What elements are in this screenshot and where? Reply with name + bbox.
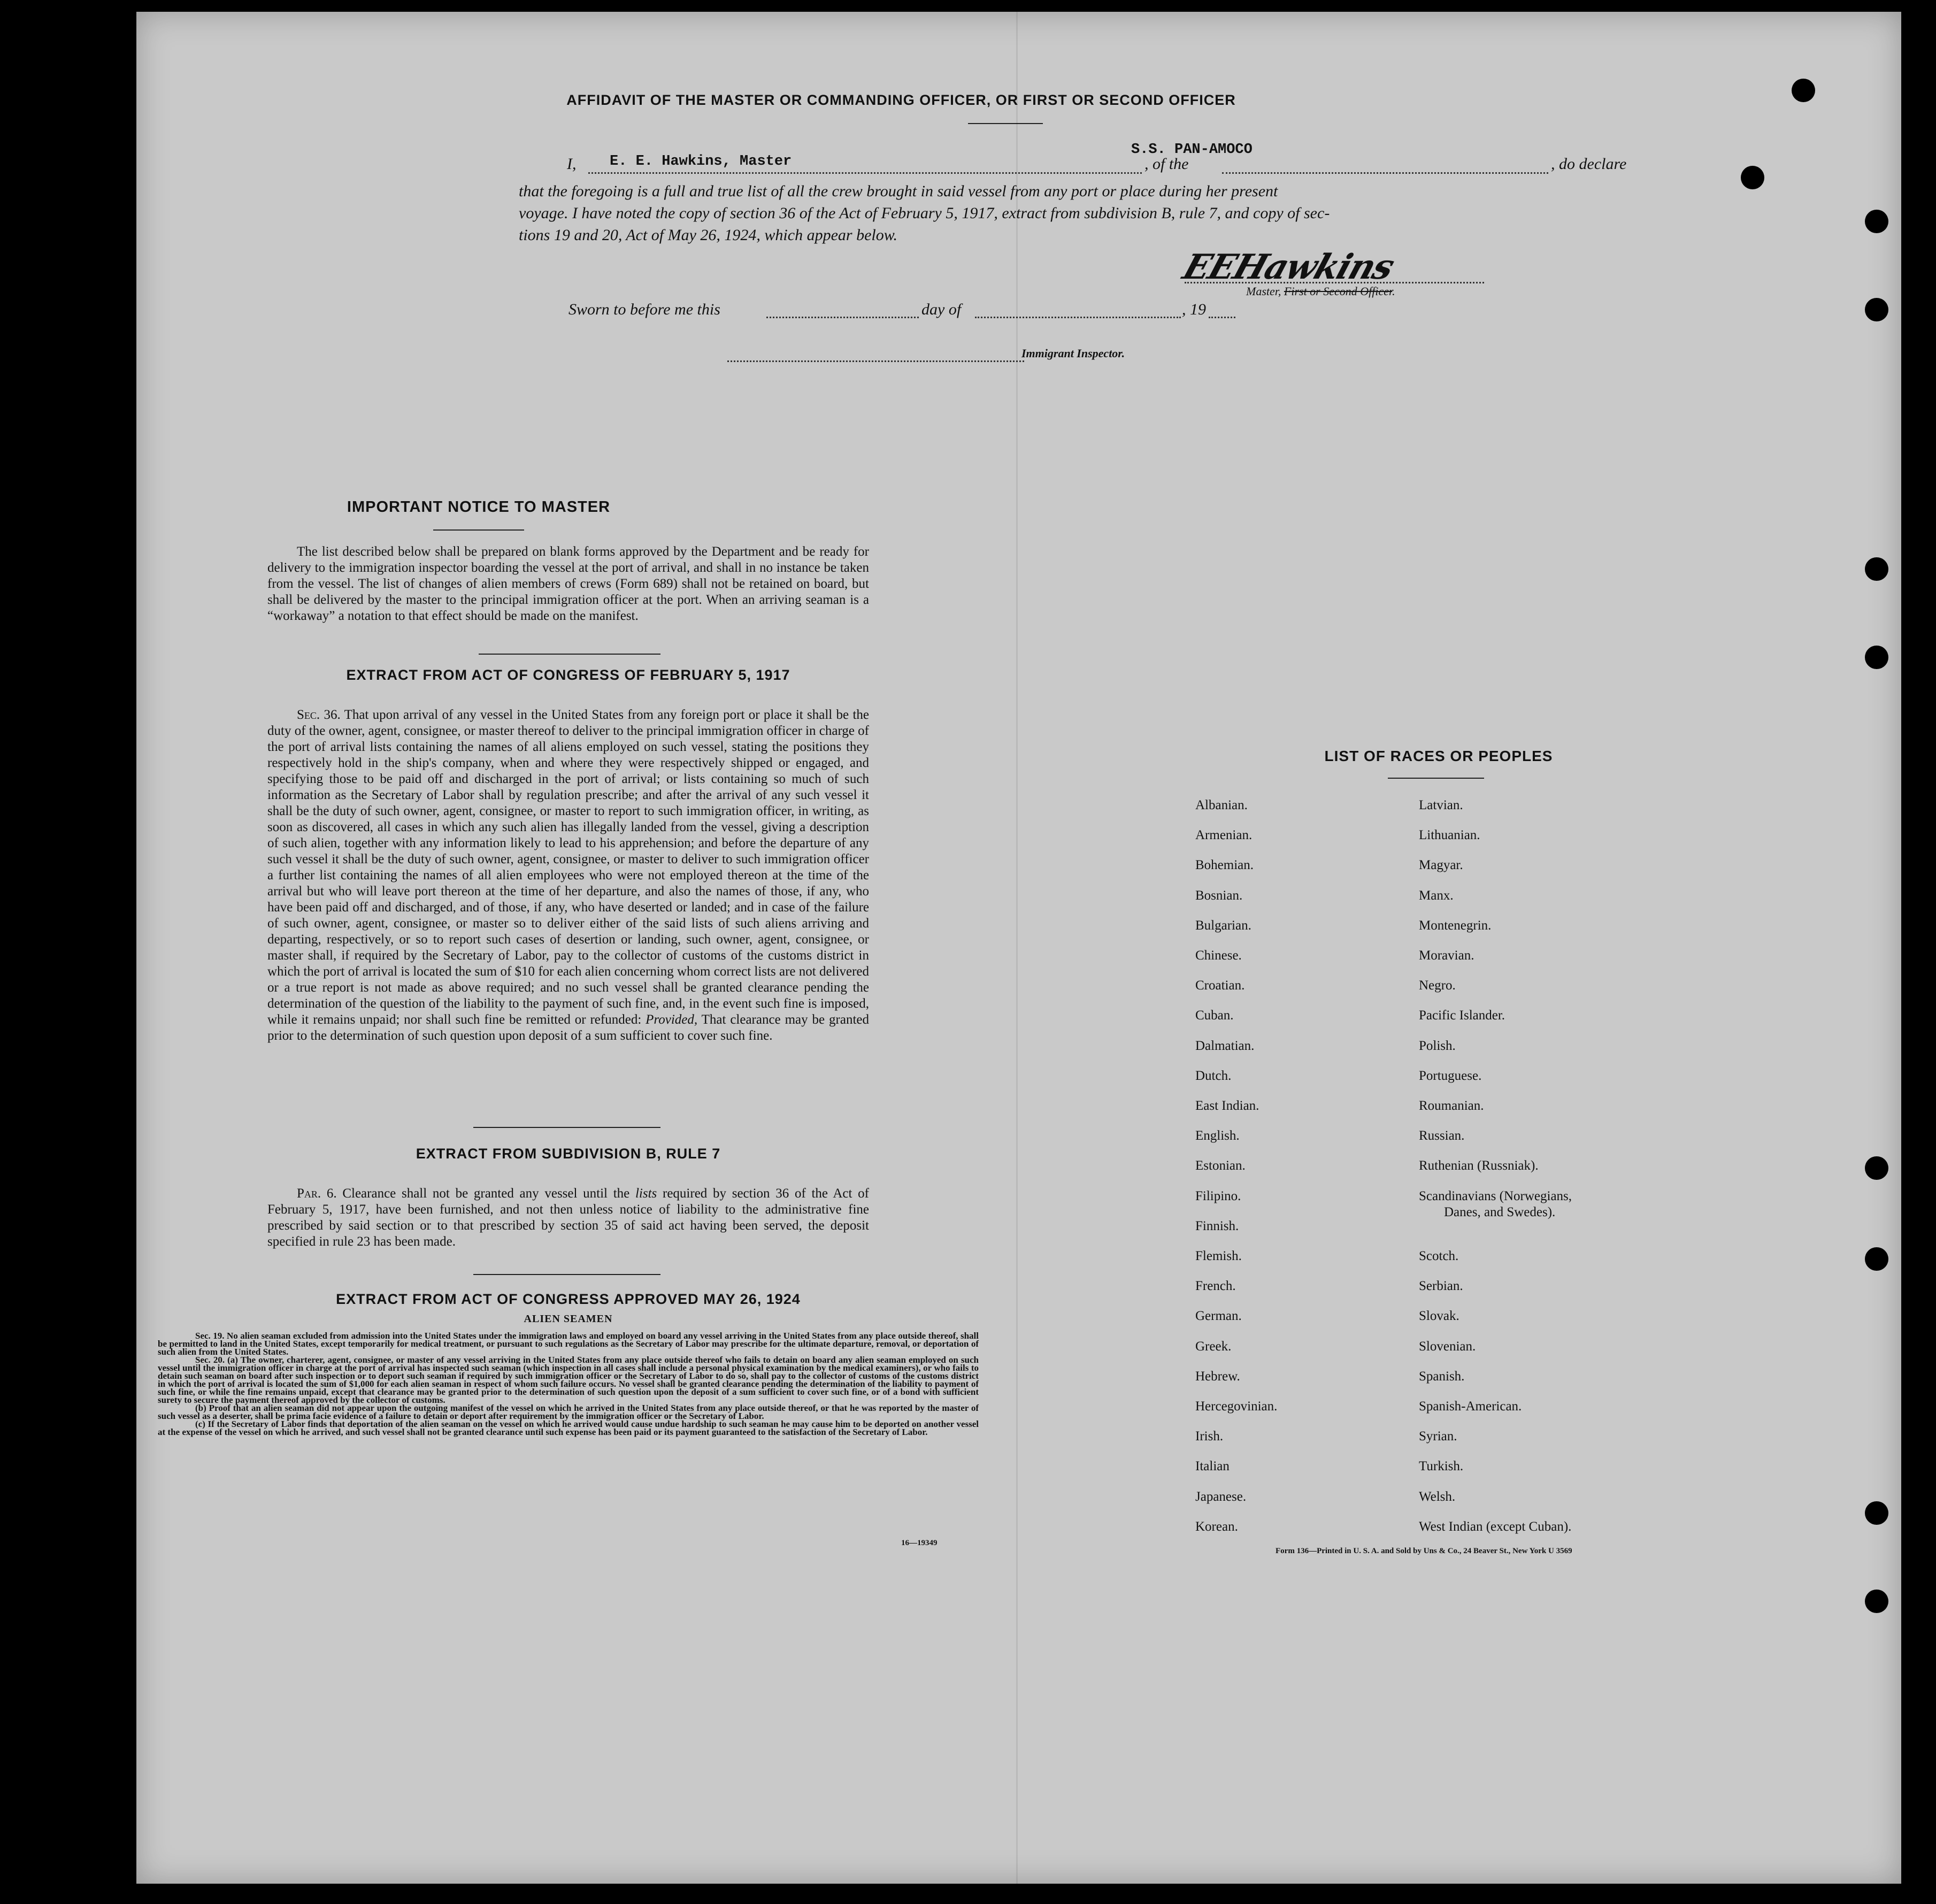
race-item: Lithuanian. bbox=[1419, 828, 1480, 843]
lists-word: lists bbox=[635, 1186, 657, 1201]
race-item: Welsh. bbox=[1419, 1489, 1456, 1504]
sec36-tail: That clearance may be granted prior to the determination of such question upon deposit of a sum sufficient to cover such fine. bbox=[267, 1012, 869, 1043]
caption-master: Master, bbox=[1246, 285, 1281, 298]
race-item: Pacific Islander. bbox=[1419, 1008, 1505, 1023]
extract-1917-title: EXTRACT FROM ACT OF CONGRESS OF FEBRUARY 5, 1917 bbox=[346, 667, 790, 683]
race-item: English. bbox=[1195, 1128, 1240, 1143]
race-item: Polish. bbox=[1419, 1038, 1456, 1053]
race-item: Montenegrin. bbox=[1419, 918, 1492, 933]
day-of-label: day of bbox=[921, 301, 962, 318]
sec36-text: That upon arrival of any vessel in the United States from any foreign port or place it shall be the duty of the owner, agent, consignee, or master thereof to deliver to the principal immigration officer in charge of the port of arrival lists containing the names of all aliens employed on such vessel, stating the positions they respectively hold in the ship's company, when and where they were respectively shipped or engaged, and specifying those to be paid off and discharged in the port of arrival; or lists containing so much of such information as the Secretary of Labor shall by regulation prescribe; and after the arrival of any such vessel it shall be the duty of such owner, agent, consignee, or master to report to such immigration officer, in writing, as soon as discovered, all cases in which any such alien has illegally landed from the vessel, giving a description of such alien, together with any information likely to lead to his apprehension; and before the departure of any such vessel it shall be the duty of such owner, agent, consignee, or master to deliver to such immigration officer a further list containing the names of all alien employees who were not employed thereon at the time of the arrival but who will leave port thereon at the time of her departure, and also the names of those, if any, who have been paid off and discharged, and of those, if any, who have deserted or landed; and in case of the failure of such owner, agent, consignee, or master so to deliver either of the said lists of such aliens arriving and departing, respectively, or so to report such cases of desertion or landing, such owner, agent, consignee, or master shall, if required by the Secretary of Labor, pay to the collector of customs of the customs district in which the port of arrival is located the sum of $10 for each alien concerning whom correct lists are not delivered or a true report is not made as above required; and no such vessel shall be granted clearance pending the determination of the question of the liability to the payment of such fine, and, in the event such fine is imposed, while it remains unpaid; nor shall such fine be remitted or refunded: bbox=[267, 708, 869, 1027]
race-item: Dalmatian. bbox=[1195, 1038, 1255, 1053]
sec19-text: Sec. 19. No alien seaman excluded from admission into the United States under the immigration laws and employed on board any vessel arriving in the United States from any place outside thereof, shall be permitted to land in the United States, except temporarily for medical treatment, or pursuant to such regulations as the Secretary of Labor may prescribe for the ultimate departure, removal, or deportation of such alien from the United States. bbox=[158, 1331, 979, 1357]
race-item: Scotch. bbox=[1419, 1249, 1459, 1263]
of-the-label: , of the bbox=[1144, 155, 1189, 173]
race-item: Finnish. bbox=[1195, 1218, 1239, 1233]
rule7-rule bbox=[473, 1274, 660, 1275]
race-item: French. bbox=[1195, 1279, 1236, 1294]
race-item: Greek. bbox=[1195, 1339, 1232, 1354]
race-item: Italian bbox=[1195, 1459, 1230, 1474]
affidavit-body-line: voyage. I have noted the copy of section 36 of the Act of February 5, 1917, extract from subdivision B, rule 7, and copy of sec- bbox=[519, 204, 1330, 222]
binder-hole bbox=[1865, 298, 1888, 321]
race-item: Portuguese. bbox=[1419, 1068, 1482, 1083]
binder-hole bbox=[1792, 79, 1815, 102]
par6-text-b: required by section 36 of the Act of February 5, 1917, have been furnished, and not then unless notice of liability to the administrative fine prescribed by said section or to that prescribed by section 35 of said act having been served, the deposit specified in rule 23 has been made. bbox=[267, 1186, 869, 1249]
caption-struck: First or Second Officer bbox=[1284, 285, 1393, 298]
sec20a-text: Sec. 20. (a) The owner, charterer, agent, consignee, or master of any vessel arriving in the United States from any place outside thereof who fails to detain on board any alien seaman employed on such vessel until the immigration officer in charge at the port of arrival has inspected such seaman (which inspection in all cases shall include a personal physical examination by the medical examiners), or who fails to detain such seaman on board after such inspection or to deport such seaman if required by such immigration officer or the Secretary of Labor to do so, shall pay to the collector of customs of the customs district in which the port of arrival is located the sum of $1,000 for each alien seaman in respect of whom such failure occurs. No vessel shall be granted clearance pending the determination of the liability to payment of such fine, or while the fine remains unpaid, except that clearance may be granted prior to the determination of such question upon the deposit of a sum sufficient to cover such fine, or of a bond with sufficient surety to secure the payment thereof approved by the collector of customs. bbox=[158, 1355, 979, 1405]
race-item: Turkish. bbox=[1419, 1459, 1464, 1474]
race-item: Slovenian. bbox=[1419, 1339, 1476, 1354]
sworn-label: Sworn to before me this bbox=[568, 301, 720, 318]
race-item: Danes, and Swedes). bbox=[1444, 1204, 1556, 1219]
race-item: Spanish. bbox=[1419, 1369, 1465, 1384]
race-item: West Indian (except Cuban). bbox=[1419, 1519, 1572, 1534]
extract-1917-body bbox=[267, 707, 869, 1044]
race-item: Japanese. bbox=[1195, 1489, 1247, 1504]
extract-1917-rule bbox=[473, 1127, 660, 1128]
rule7-body bbox=[267, 1186, 869, 1250]
race-item: Scandinavians (Norwegians, bbox=[1419, 1188, 1572, 1203]
vessel-name-line bbox=[1222, 172, 1548, 174]
binder-hole bbox=[1865, 1590, 1888, 1613]
provided-word: Provided, bbox=[646, 1012, 698, 1027]
race-item: Croatian. bbox=[1195, 978, 1245, 993]
race-item: Spanish-American. bbox=[1419, 1399, 1522, 1414]
race-item: Hercegovinian. bbox=[1195, 1399, 1278, 1414]
race-item: Bosnian. bbox=[1195, 888, 1243, 903]
sec20b-text: (b) Proof that an alien seaman did not appear upon the outgoing manifest of the vessel on which he arrived in the United States from any place outside thereof, or that he was reported by the master of such vessel as a deserter, shall be prima facie evidence of a failure to detain or deport after requirement by the immigration officer or the Secretary of Labor. bbox=[158, 1403, 979, 1421]
year-line bbox=[1209, 317, 1235, 318]
sec36-label: Sec. 36. bbox=[297, 708, 341, 722]
par6-text-a: Clearance shall not be granted any vessel until the bbox=[342, 1186, 630, 1201]
year-prefix: , 19 bbox=[1182, 301, 1206, 318]
notice-bottom-rule bbox=[479, 654, 660, 655]
inspector-line bbox=[727, 360, 1024, 362]
form-code: 16—19349 bbox=[901, 1539, 938, 1547]
binder-hole bbox=[1865, 1156, 1888, 1180]
master-name-value: E. E. Hawkins, Master bbox=[610, 153, 792, 170]
race-item: Magyar. bbox=[1419, 858, 1463, 873]
document-sheet bbox=[136, 12, 1901, 1884]
race-item: Filipino. bbox=[1195, 1188, 1241, 1203]
affidavit-body bbox=[519, 180, 1647, 246]
binder-hole bbox=[1741, 166, 1764, 189]
race-item: Manx. bbox=[1419, 888, 1454, 903]
race-item: Ruthenian (Russniak). bbox=[1419, 1158, 1539, 1173]
binder-hole bbox=[1865, 646, 1888, 669]
race-item: Slovak. bbox=[1419, 1309, 1459, 1324]
race-item: Korean. bbox=[1195, 1519, 1238, 1534]
sworn-day-line bbox=[766, 317, 919, 318]
par6-label: Par. 6. bbox=[297, 1186, 337, 1201]
signature-line bbox=[1185, 282, 1484, 283]
affidavit-body-line: tions 19 and 20, Act of May 26, 1924, which appear below. bbox=[519, 226, 898, 244]
race-item: Syrian. bbox=[1419, 1429, 1457, 1444]
race-item: East Indian. bbox=[1195, 1099, 1259, 1113]
inspector-label: Immigrant Inspector. bbox=[1021, 347, 1125, 360]
binder-hole bbox=[1865, 557, 1888, 581]
binder-hole bbox=[1865, 1501, 1888, 1525]
sworn-month-line bbox=[975, 317, 1181, 318]
races-title: LIST OF RACES OR PEOPLES bbox=[1324, 748, 1553, 764]
signature-caption: Master, First or Second Officer. bbox=[1246, 285, 1395, 298]
race-item: Bohemian. bbox=[1195, 858, 1254, 873]
race-item: Roumanian. bbox=[1419, 1099, 1484, 1113]
vessel-name-value: S.S. PAN-AMOCO bbox=[1131, 142, 1253, 158]
extract-1924-subtitle: ALIEN SEAMEN bbox=[524, 1313, 613, 1325]
sec20c-text: (c) If the Secretary of Labor finds that deportation of the alien seaman on the vessel on which he arrived would cause undue hardship to such seaman he may cause him to be deported on another vessel at the expense of the vessel on which he arrived, and such vessel shall not be granted clearance until such expense has been paid or its payment guaranteed to the satisfaction of the Secretary of Labor. bbox=[158, 1419, 979, 1437]
title-rule bbox=[968, 123, 1043, 124]
affidavit-title: AFFIDAVIT OF THE MASTER OR COMMANDING OFFICER, OR FIRST OR SECOND OFFICER bbox=[566, 92, 1236, 108]
extract-1924-body bbox=[158, 1332, 979, 1436]
race-item: Cuban. bbox=[1195, 1008, 1234, 1023]
race-item: Dutch. bbox=[1195, 1068, 1232, 1083]
race-item: Bulgarian. bbox=[1195, 918, 1251, 933]
form-footer-note: Form 136—Printed in U. S. A. and Sold by Uns & Co., 24 Beaver St., New York U 3569 bbox=[1276, 1547, 1572, 1555]
binder-hole bbox=[1865, 1247, 1888, 1271]
race-item: Serbian. bbox=[1419, 1279, 1463, 1294]
affidavit-i-label: I, bbox=[567, 155, 577, 173]
master-name-line bbox=[588, 172, 1142, 174]
race-item: Albanian. bbox=[1195, 798, 1248, 812]
race-item: Flemish. bbox=[1195, 1249, 1242, 1263]
race-item: Russian. bbox=[1419, 1128, 1465, 1143]
notice-title: IMPORTANT NOTICE TO MASTER bbox=[347, 498, 611, 516]
race-item: Hebrew. bbox=[1195, 1369, 1240, 1384]
notice-rule bbox=[433, 529, 524, 531]
race-item: German. bbox=[1195, 1309, 1242, 1324]
master-signature: EEHawkins bbox=[1178, 247, 1399, 287]
do-declare-label: , do declare bbox=[1551, 155, 1627, 173]
fold-crease bbox=[1016, 12, 1018, 1884]
race-item: Armenian. bbox=[1195, 828, 1253, 843]
race-item: Moravian. bbox=[1419, 948, 1474, 963]
binder-hole bbox=[1865, 210, 1888, 233]
race-item: Negro. bbox=[1419, 978, 1456, 993]
races-rule bbox=[1388, 778, 1484, 779]
race-item: Irish. bbox=[1195, 1429, 1224, 1444]
race-item: Chinese. bbox=[1195, 948, 1242, 963]
race-item: Latvian. bbox=[1419, 798, 1463, 812]
affidavit-body-line: that the foregoing is a full and true list of all the crew brought in said vessel from any port or place during her present bbox=[519, 182, 1278, 200]
rule7-title: EXTRACT FROM SUBDIVISION B, RULE 7 bbox=[416, 1146, 721, 1162]
race-item: Estonian. bbox=[1195, 1158, 1246, 1173]
notice-body: The list described below shall be prepared on blank forms approved by the Department and be ready for delivery to the immigration inspector boarding the vessel at the port of arrival, and shall in no instance be taken from the vessel. The list of changes of alien members of crews (Form 689) shall not be retained on board, but shall be delivered by the master to the principal immigration officer at the port. When an arriving seaman is a “workaway” a notation to that effect should be made on the manifest. bbox=[267, 544, 869, 623]
extract-1924-title: EXTRACT FROM ACT OF CONGRESS APPROVED MAY 26, 1924 bbox=[336, 1291, 801, 1307]
